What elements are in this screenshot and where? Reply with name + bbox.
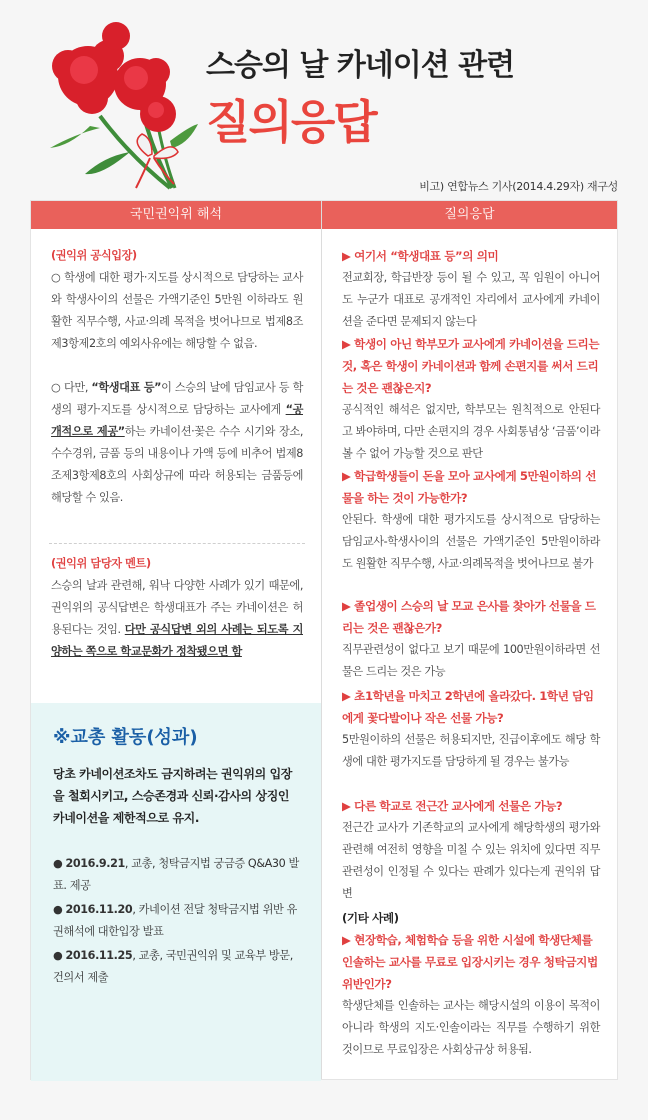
title-sub: 스승의 날 카네이션 관련 bbox=[206, 48, 515, 83]
header bbox=[0, 0, 648, 196]
kt-item bbox=[53, 853, 305, 897]
question: ▶ 다른 학교로 전근간 교사에게 선물은 가능? bbox=[342, 799, 563, 813]
officer-comment bbox=[51, 553, 303, 663]
official-label: (권익위 공식입장) bbox=[51, 249, 137, 262]
kt-item-text: , 카네이션 전달 청탁금지법 위반 유권해석에 대한입장 발표 bbox=[53, 903, 297, 938]
question: ▶ 학급학생들이 돈을 모아 교사에게 5만원이하의 선물을 하는 것이 가능한가? bbox=[342, 469, 596, 505]
qa-item bbox=[342, 333, 600, 465]
answer: 안된다. 학생에 대한 평가지도를 상시적으로 담당하는 담임교사-학생사이의 선물은 가액기준인 5만원이하라도 원활한 직무수행, 사교·의례목적을 벗어나므로 불가 bbox=[342, 513, 600, 570]
kt-item bbox=[53, 945, 305, 989]
kt-title: ※교총 활동(성과) bbox=[53, 727, 198, 748]
question: ▶ 학생이 아닌 학부모가 교사에게 카네이션을 드리는 것, 혹은 학생이 카네이션과 함께 손편지를 써서 드리는 것은 괜찮은지? bbox=[342, 337, 600, 395]
right-column-header: 질의응답 bbox=[322, 201, 617, 229]
question: ▶ 현장학습, 체험학습 등을 위한 시설에 학생단체를 인솔하는 교사를 무료로 입장시키는 경우 청탁금지법 위반인가? bbox=[342, 933, 598, 991]
question: ▶ 여기서 “학생대표 등”의 의미 bbox=[342, 249, 499, 263]
qa-item bbox=[342, 685, 600, 773]
official-position bbox=[51, 245, 303, 509]
answer: 학생단체를 인솔하는 교사는 해당시설의 이용이 목적이 아니라 학생의 지도·인솔이라는 직무를 수행하기 위한 것이므로 무료입장은 사회상규상 허용됨. bbox=[342, 999, 600, 1056]
left-column-header: 국민권익위 해석 bbox=[31, 201, 321, 229]
page-title: 질의응답 bbox=[206, 95, 376, 149]
qa-table bbox=[30, 200, 618, 1080]
answer: 전근간 교사가 기존학교의 교사에게 해당학생의 평가와 관련해 여전히 영향을 미칠 수 있는 위치에 있다면 직무관련성이 인정될 수 있다는 판례가 있다는게 권익위 답변 bbox=[342, 821, 600, 900]
official-p2-emph-2: “공개적으로 제공” bbox=[51, 403, 303, 438]
officer-paragraph bbox=[51, 575, 303, 663]
qa-item bbox=[342, 465, 600, 575]
kt-item-text: , 교총, 청탁금지법 궁금증 Q&A30 발표. 제공 bbox=[53, 857, 299, 892]
kt-item-text: , 교총, 국민권익위 및 교육부 방문, 건의서 제출 bbox=[53, 949, 293, 984]
officer-emph: 다만 공식답변 외의 사례는 되도록 지양하는 쪽으로 학교문화가 정착됐으면 함 bbox=[51, 623, 303, 658]
official-p2-a: ○ 다만, bbox=[51, 381, 92, 394]
officer-label: (권익위 담당자 멘트) bbox=[51, 557, 151, 570]
official-p2-c: 이 스승의 날에 담임교사 등 학생의 평가·지도를 상시적으로 담당하는 교사에게 bbox=[51, 381, 303, 416]
column-divider bbox=[321, 201, 322, 1079]
answer: 공식적인 해석은 없지만, 학부모는 원칙적으로 안된다고 봐야하며, 다만 손편지의 경우 사회통념상 ‘금품’이라 볼 수 없어 가능할 것으로 판단 bbox=[342, 403, 600, 460]
source-note: 비고) 연합뉴스 기사(2014.4.29자) 재구성 bbox=[419, 180, 618, 193]
question: ▶ 졸업생이 스승의 날 모교 은사를 찾아가 선물을 드리는 것은 괜찮은가? bbox=[342, 599, 596, 635]
carnation-bouquet-icon bbox=[30, 6, 200, 196]
kt-item-date: 2016.11.20 bbox=[65, 903, 133, 916]
answer: 직무관련성이 없다고 보기 때문에 100만원이하라면 선물은 드리는 것은 가능 bbox=[342, 643, 600, 678]
qa-item bbox=[342, 795, 600, 905]
bullet-icon: ● bbox=[53, 857, 63, 870]
kt-activity-box bbox=[31, 703, 321, 1081]
official-p2-emph-1: “학생대표 등” bbox=[91, 381, 162, 394]
etc-label: (기타 사례) bbox=[342, 911, 399, 925]
question: ▶ 초1학년을 마치고 2학년에 올라갔다. 1학년 담임에게 꽃다발이나 작은 선물 가능? bbox=[342, 689, 594, 725]
answer: 5만원이하의 선물은 허용되지만, 진급이후에도 해당 학생에 대한 평가지도를 담당하게 될 경우는 불가능 bbox=[342, 733, 600, 768]
official-paragraph-2 bbox=[51, 377, 303, 509]
kt-lead: 당초 카네이션조차도 금지하려는 권익위의 입장을 철회시키고, 스승존경과 신뢰·감사의 상징인 카네이션을 제한적으로 유지. bbox=[53, 767, 292, 825]
kt-item bbox=[53, 899, 305, 943]
officer-text: 스승의 날과 관련해, 워낙 다양한 사례가 있기 때문에, 권익위의 공식답변은 학생대표가 주는 카네이션은 허용된다는 것임. bbox=[51, 579, 303, 636]
official-paragraph-1: ○ 학생에 대한 평가·지도를 상시적으로 담당하는 교사와 학생사이의 선물은 가액기준인 5만원 이하라도 원활한 직무수행, 사교·의례 목적을 벗어나므로 법제8조제3항제2호의 예외사유에는 해당할 수 없음. bbox=[51, 271, 303, 350]
bullet-icon: ● bbox=[53, 903, 63, 916]
bullet-icon: ● bbox=[53, 949, 63, 962]
divider-dashed bbox=[49, 543, 305, 544]
official-p2-e: 하는 카네이션·꽃은 수수 시기와 장소, 수수경위, 금품 등의 내용이나 가액 등에 비추어 법제8조제3항제8호의 사회상규에 따라 허용되는 금품등에 해당할 수 있음. bbox=[51, 425, 303, 504]
answer: 전교회장, 학급반장 등이 될 수 있고, 꼭 임원이 아니어도 누군가 대표로 공개적인 자리에서 교사에게 카네이션을 준다면 문제되지 않는다 bbox=[342, 271, 600, 328]
kt-item-date: 2016.11.25 bbox=[65, 949, 133, 962]
qa-item bbox=[342, 245, 600, 333]
etc-case bbox=[342, 907, 600, 1061]
kt-item-date: 2016.9.21 bbox=[65, 857, 125, 870]
qa-item bbox=[342, 595, 600, 683]
